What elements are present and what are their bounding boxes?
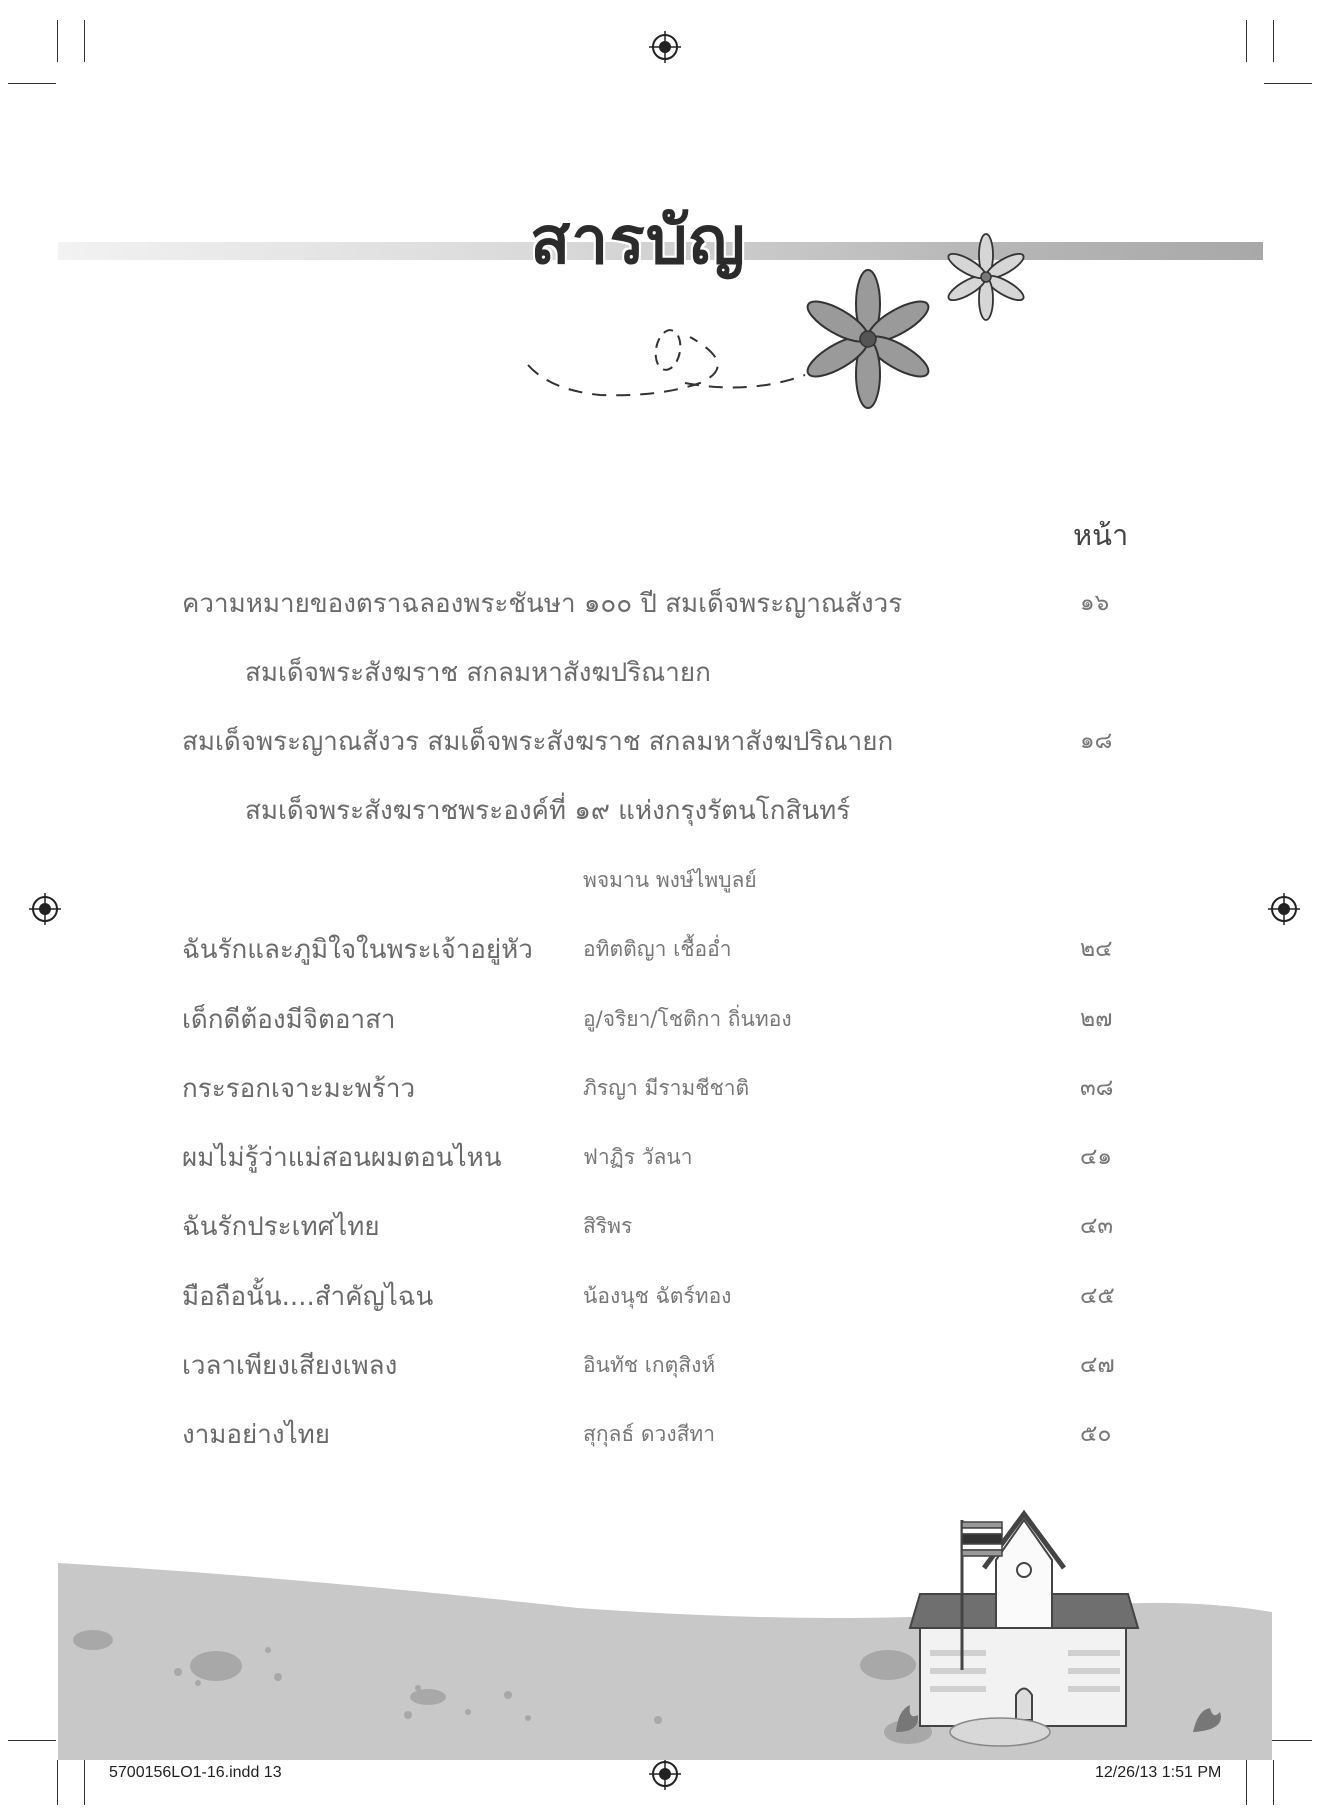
registration-mark-bottom-icon [649,1758,681,1790]
page-column-header: หน้า [1073,518,1129,552]
toc-author: อินทัช เกตุสิงห์ [583,1353,716,1377]
toc-title: กระรอกเจาะมะพร้าว [182,1074,416,1104]
registration-mark-top-icon [649,31,681,63]
toc-page: ๔๓ [1080,1213,1114,1239]
toc-row [0,929,1330,969]
toc-row [0,790,1330,830]
toc-author: ภิรญา มีรามชีชาติ [583,1076,750,1100]
toc-page: ๔๑ [1080,1144,1113,1170]
toc-title: สมเด็จพระสังฆราช สกลมหาสังฆปริณายก [245,658,711,688]
toc-row [0,1068,1330,1108]
crop-mark-tl-h [8,83,56,84]
toc-title: ฉันรักประเทศไทย [182,1212,380,1242]
toc-author: พจมาน พงษ์ไพบูลย์ [583,868,757,892]
toc-row [0,652,1330,692]
toc-author: อทิตติญา เชื้ออ่ำ [583,937,732,961]
flower-decoration-icon [520,225,1040,415]
toc-row [0,1414,1330,1454]
footer-timestamp: 12/26/13 1:51 PM [1095,1764,1222,1781]
toc-page: ๔๗ [1080,1352,1115,1378]
toc-page: ๓๘ [1080,1075,1114,1101]
crop-mark-tl-v2 [84,20,85,62]
toc-page: ๑๘ [1080,728,1113,754]
toc-author: น้องนุช ฉัตร์ทอง [583,1284,732,1308]
toc-row [0,1345,1330,1385]
toc-page: ๑๖ [1080,590,1110,616]
toc-page: ๒๔ [1080,936,1113,962]
toc-page: ๕๐ [1080,1421,1112,1447]
toc-page: ๒๗ [1080,1006,1113,1032]
toc-row [0,999,1330,1039]
toc-author: สุกุลธ์ ดวงสีทา [583,1422,716,1446]
toc-title: เด็กดีต้องมีจิตอาสา [182,1005,396,1035]
school-landscape-illustration [58,1500,1272,1760]
crop-mark-br-v2 [1273,1760,1274,1805]
crop-mark-bl-v [57,1760,58,1805]
toc-title: งามอย่างไทย [182,1420,331,1450]
toc-row [0,583,1330,623]
footer-file-info: 5700156LO1-16.indd 13 [109,1764,282,1781]
toc-author: สิริพร [583,1214,633,1238]
toc-row [0,860,1330,900]
toc-row [0,1206,1330,1246]
toc-title: มือถือนั้น....สำคัญไฉน [182,1282,434,1312]
toc-row [0,721,1330,761]
toc-row [0,1276,1330,1316]
page-title: สารบัญ [530,202,746,279]
toc-title: สมเด็จพระญาณสังวร สมเด็จพระสังฆราช สกลมหาสังฆปริณายก [182,727,894,757]
toc-author: ฟาฏิร วัลนา [583,1145,693,1169]
toc-title: ฉันรักและภูมิใจในพระเจ้าอยู่หัว [182,935,533,965]
toc-title: ความหมายของตราฉลองพระชันษา ๑๐๐ ปี สมเด็จพระญาณสังวร [182,589,903,619]
crop-mark-bl-h [8,1740,56,1741]
crop-mark-tr-h [1264,83,1312,84]
toc-author: อู/จริยา/โชติกา ถิ่นทอง [583,1007,792,1031]
crop-mark-tl-v [57,20,58,62]
toc-row [0,1137,1330,1177]
toc-title: ผมไม่รู้ว่าแม่สอนผมตอนไหน [182,1143,502,1173]
crop-mark-tr-v2 [1273,20,1274,62]
crop-mark-tr-v [1246,20,1247,62]
toc-page: ๔๕ [1080,1283,1115,1309]
toc-title: เวลาเพียงเสียงเพลง [182,1351,398,1381]
toc-title: สมเด็จพระสังฆราชพระองค์ที่ ๑๙ แห่งกรุงรัตนโกสินทร์ [245,796,851,826]
crop-mark-br-v [1246,1760,1247,1805]
crop-mark-bl-v2 [84,1760,85,1805]
